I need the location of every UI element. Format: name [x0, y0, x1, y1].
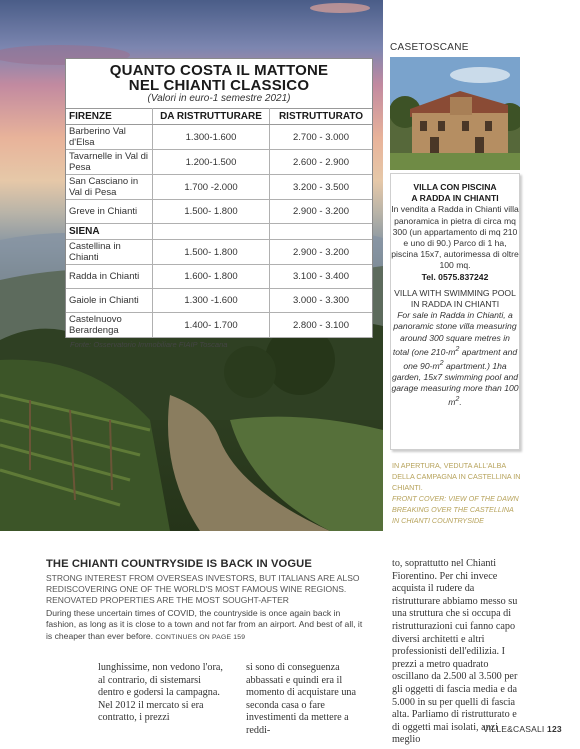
renovated-cell: 2.600 - 2.900: [270, 150, 373, 175]
to-renovate-cell: 1.200-1.500: [153, 150, 270, 175]
renovated-cell: 2.900 - 3.200: [270, 240, 373, 265]
empty-cell: [270, 224, 373, 240]
listing-en-body: [391, 310, 519, 408]
listing-it-title-1: VILLA CON PISCINA: [413, 182, 497, 192]
place-cell: Greve in Chianti: [66, 200, 153, 224]
price-table: [66, 108, 372, 338]
article-column-1: lunghissime, non vedono l'ora, al contrario, di sistemarsi dentro e godersi la campagna. Nel 2012 il mercato si era contratto, i prezzi: [98, 662, 223, 724]
table-row: [66, 240, 372, 265]
place-cell: Castellina in Chianti: [66, 240, 153, 265]
table-row: [66, 125, 372, 150]
table-row: [66, 150, 372, 175]
renovated-cell: 2.900 - 3.200: [270, 200, 373, 224]
title-line-2: NEL CHIANTI CLASSICO: [128, 77, 310, 94]
article-subtitle: STRONG INTEREST FROM OVERSEAS INVESTORS, BUT ITALIANS ARE ALSO REDISCOVERING ONE OF THE WORLD'S MOST FAMOUS WINE REGIONS. RENOVATED PROPERTIES ARE THE MOST SOUGHT-AFTER: [46, 573, 360, 605]
article-title: THE CHIANTI COUNTRYSIDE IS BACK IN VOGUE: [46, 558, 312, 570]
section-label-siena: SIENA: [66, 224, 153, 240]
section-row-siena: [66, 224, 372, 240]
table-row: [66, 200, 372, 224]
page-number: 123: [547, 724, 562, 734]
renovated-cell: 2.700 - 3.000: [270, 125, 373, 150]
listing-card: [390, 173, 520, 450]
superscript: 2: [455, 344, 460, 353]
to-renovate-cell: 1.300-1.600: [153, 125, 270, 150]
article-column-2: si sono di conseguenza abbassati e quindi era il momento di acquistare una seconda casa o fare investimenti da mettere a reddi-: [246, 662, 357, 736]
price-table-subtitle: (Valori in euro-1 semestre 2021): [147, 93, 291, 104]
english-text: During these uncertain times of COVID, the countryside is once again back in fashion, as long as it is close to a town and not far from an airport. And best of all, it is cheaper than ever before.: [46, 608, 363, 641]
listing-en-title-2: IN RADDA IN CHIANTI: [410, 299, 500, 310]
section-label: CASETOSCANE: [390, 42, 469, 53]
caption-it: IN APERTURA, VEDUTA ALL'ALBA DELLA CAMPAGNA IN CASTELLINA IN CHIANTI.: [392, 461, 521, 492]
to-renovate-cell: 1.600- 1.800: [153, 265, 270, 289]
price-table-source: Fonte: Osservatorio Immobiliare FIAIP Toscana: [70, 340, 228, 349]
table-row: [66, 265, 372, 289]
renovated-cell: 3.200 - 3.500: [270, 175, 373, 200]
superscript: 2: [455, 395, 460, 404]
renovated-cell: 3.100 - 3.400: [270, 265, 373, 289]
table-header-row: [66, 109, 372, 125]
renovated-cell: 2.800 - 3.100: [270, 313, 373, 338]
en-body-part: apartment.) 1ha garden, 15x7 swimming pool and garage measuring more than 100 m: [391, 360, 519, 408]
listing-it-body: In vendita a Radda in Chianti villa panoramica in pietra di circa mq 300 (un appartamento di mq 210 e uno di 90.) Parco di 1 ha, piscina 15x7, autorimessa di oltre 100 mq.: [391, 204, 519, 271]
to-renovate-cell: 1.500- 1.800: [153, 240, 270, 265]
photo-caption: [392, 460, 522, 526]
table-row: [66, 289, 372, 313]
listing-it-title-2: A RADDA IN CHIANTI: [411, 193, 499, 204]
table-row: [66, 175, 372, 200]
place-cell: Tavarnelle in Val di Pesa: [66, 150, 153, 175]
villa-illustration: [390, 57, 520, 170]
villa-photo: [390, 57, 520, 170]
empty-cell: [153, 224, 270, 240]
magazine-name: VILLE&CASALI: [483, 724, 545, 734]
page-footer: [483, 724, 562, 734]
continues-link[interactable]: CONTINUES ON PAGE 159: [155, 633, 246, 641]
en-body-part: .: [459, 397, 462, 408]
article-english-summary: [46, 608, 364, 643]
header-firenze: FIRENZE: [66, 109, 153, 125]
to-renovate-cell: 1.700 -2.000: [153, 175, 270, 200]
to-renovate-cell: 1.500- 1.800: [153, 200, 270, 224]
listing-phone: Tel. 0575.837242: [421, 271, 489, 282]
en-body-part: apartment and one 90-m: [403, 346, 518, 371]
header-to-renovate: DA RISTRUTTURARE: [153, 109, 270, 125]
table-row: [66, 313, 372, 338]
header-renovated: RISTRUTTURATO: [270, 109, 373, 125]
price-table-box: [65, 58, 373, 349]
place-cell: Castelnuovo Berardenga: [66, 313, 153, 338]
listing-en-title-1: VILLA WITH SWIMMING POOL: [394, 287, 516, 298]
place-cell: Radda in Chianti: [66, 265, 153, 289]
caption-en: FRONT COVER: VIEW OF THE DAWN BREAKING OVER THE CASTELLINA IN CHIANTI COUNTRYSIDE: [392, 494, 519, 525]
to-renovate-cell: 1.300 -1.600: [153, 289, 270, 313]
superscript: 2: [439, 358, 444, 367]
price-table-title: [66, 63, 372, 93]
to-renovate-cell: 1.400- 1.700: [153, 313, 270, 338]
place-cell: San Casciano in Val di Pesa: [66, 175, 153, 200]
en-body-part: For sale in Radda in Chianti, a panoramic stone villa measuring around 300 square metres in total (one 210-m: [392, 310, 517, 357]
place-cell: Barberino Val d'Elsa: [66, 125, 153, 150]
article-column-3: to, soprattutto nel Chianti Fiorentino. Per chi invece acquista il rudere da ristrutturare abbiamo messo su una struttura che si occupa di ristrutturazioni cui fanno capo diversi architetti e altri professionisti dell'edilizia. I prezzi a metro quadrato oscillano da 2.500 al 3.500 per gli oggetti di fascia media e da 5.000 in su per quelli di fascia alta. Parliamo di ristrutturato e di oggetti mai isolati, anzi meglio: [392, 558, 518, 746]
title-line-1: QUANTO COSTA IL MATTONE: [109, 62, 329, 79]
renovated-cell: 3.000 - 3.300: [270, 289, 373, 313]
place-cell: Gaiole in Chianti: [66, 289, 153, 313]
